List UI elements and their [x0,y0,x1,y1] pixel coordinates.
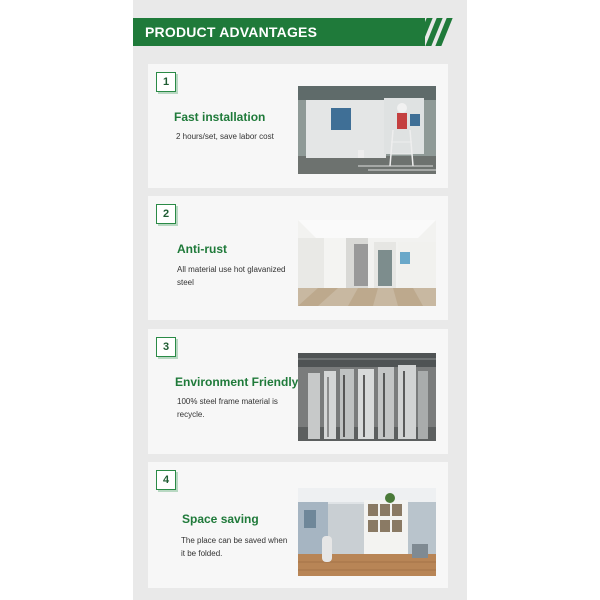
step-number: 3 [156,337,176,357]
advantage-title: Fast installation [174,110,266,124]
advantage-card-2 [148,196,448,320]
advantage-card-4 [148,462,448,588]
step-number: 4 [156,470,176,490]
advantage-description: 100% steel frame material is recycle. [177,397,278,419]
steel-frame-photo [298,353,436,441]
advantage-card-1 [148,64,448,188]
section-banner [133,18,425,46]
container-installation-photo [298,86,436,174]
advantage-description: 2 hours/set, save labor cost [176,132,274,141]
interior-room-photo [298,220,436,306]
advantage-title: Space saving [182,512,259,526]
advantage-title: Environment Friendly [175,375,299,389]
advantage-description: All material use hot glavanized steel [177,265,286,287]
advantage-title: Anti-rust [177,242,227,256]
folded-office-photo [298,488,436,576]
section-title: PRODUCT ADVANTAGES [145,24,318,40]
advantage-card-3 [148,329,448,454]
advantage-description: The place can be saved when it be folded. [181,536,288,558]
step-number: 1 [156,72,176,92]
step-number: 2 [156,204,176,224]
